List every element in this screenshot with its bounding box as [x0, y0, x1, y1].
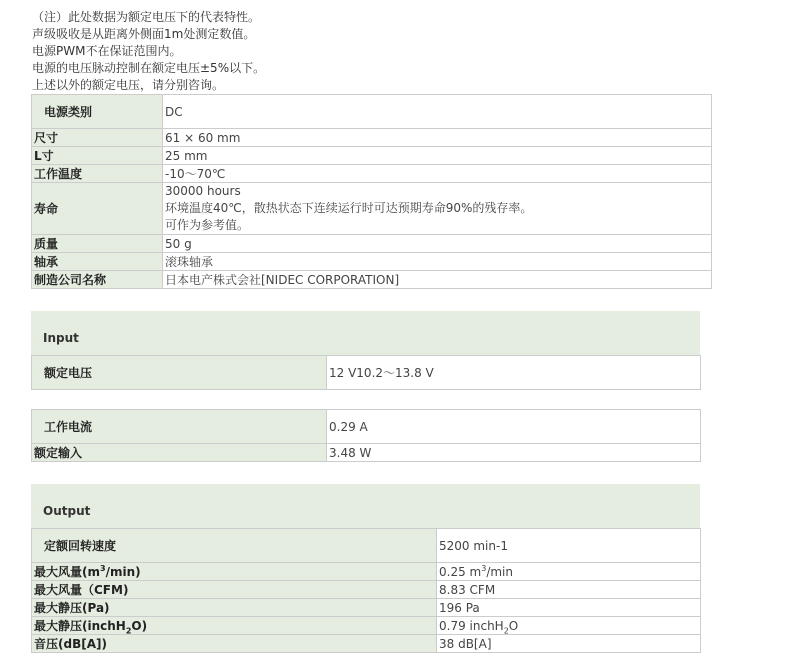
spec-label: 制造公司名称: [32, 271, 163, 289]
spec-value: [163, 183, 712, 235]
output-value: 8.83 CFM: [437, 581, 701, 599]
spec-label: 电源类别: [32, 95, 163, 129]
output-label: 定额回转速度: [32, 529, 437, 563]
spec-row-life: [32, 183, 712, 235]
output-value: 38 dB[A]: [437, 635, 701, 653]
note-line: 电源PWM不在保证范围内。: [32, 44, 182, 58]
input-voltage-table: [31, 355, 701, 390]
output-value: 0.25 $m^3/\min$: [437, 563, 701, 581]
note-line: 声级吸收是从距离外侧面1m处测定数值。: [32, 27, 256, 41]
output-value: 5200 min-1: [437, 529, 701, 563]
life-line: 可作为参考值。: [165, 218, 250, 232]
spec-label: 工作温度: [32, 165, 163, 183]
output-label: 音压(dB[A]): [32, 635, 437, 653]
note-line: （注）此处数据为额定电压下的代表特性。: [32, 10, 261, 24]
input-label: 额定电压: [32, 356, 327, 390]
input-section-header: Input: [31, 311, 700, 355]
output-row-pressure-pa: [32, 599, 701, 617]
input-label: 额定输入: [32, 444, 327, 462]
spec-row-mass: [32, 235, 712, 253]
note-line: 上述以外的额定电压，请分别咨询。: [32, 78, 225, 92]
input-current-table: [31, 409, 701, 462]
input-value: 3.48 W: [327, 444, 701, 462]
input-value: 12 V10.2～13.8 V: [327, 356, 701, 390]
spec-row-maker: [32, 271, 712, 289]
note-line: 电源的电压脉动控制在额定电压±5%以下。: [32, 61, 266, 75]
output-label: 最大静压(Pa): [32, 599, 437, 617]
input-value: 0.29 A: [327, 410, 701, 444]
spec-value: DC: [163, 95, 712, 129]
spec-value: 61 × 60 mm: [163, 129, 712, 147]
life-line: 30000 hours: [165, 184, 241, 198]
output-value: 0.79 inchH$_2$O: [437, 617, 701, 635]
spec-value: 25 mm: [163, 147, 712, 165]
output-row-airflow-cfm: [32, 581, 701, 599]
life-line: 环境温度40℃，散热状态下连续运行时可达预期寿命90%的残存率。: [165, 201, 533, 215]
output-row-pressure-inch: [32, 617, 701, 635]
spec-value: -10～70℃: [163, 165, 712, 183]
input-label: 工作电流: [32, 410, 327, 444]
output-label: 最大风量（CFM): [32, 581, 437, 599]
spec-value: 50 g: [163, 235, 712, 253]
input-row-rated-voltage: [32, 356, 701, 390]
input-row-current: [32, 410, 701, 444]
spec-row-temperature: [32, 165, 712, 183]
output-label: 最大风量$(m^3/\min)$: [32, 563, 437, 581]
output-row-speed: [32, 529, 701, 563]
spec-row-bearing: [32, 253, 712, 271]
spec-value: 日本电产株式会社[NIDEC CORPORATION]: [163, 271, 712, 289]
spec-table: [31, 94, 712, 289]
input-row-rated-input: [32, 444, 701, 462]
output-row-noise: [32, 635, 701, 653]
spec-row-thickness: [32, 147, 712, 165]
spec-label: L寸: [32, 147, 163, 165]
spec-label: 寿命: [32, 183, 163, 235]
spec-row-power-type: [32, 95, 712, 129]
spec-label: 质量: [32, 235, 163, 253]
output-section-header: Output: [31, 484, 700, 528]
spec-value: 滚珠轴承: [163, 253, 712, 271]
notes-block: [32, 9, 265, 94]
spec-row-size: [32, 129, 712, 147]
output-table: [31, 528, 701, 653]
spec-label: 轴承: [32, 253, 163, 271]
output-value: 196 Pa: [437, 599, 701, 617]
output-label: 最大静压(inchH$_2$O): [32, 617, 437, 635]
output-row-airflow-m3: [32, 563, 701, 581]
spec-label: 尺寸: [32, 129, 163, 147]
